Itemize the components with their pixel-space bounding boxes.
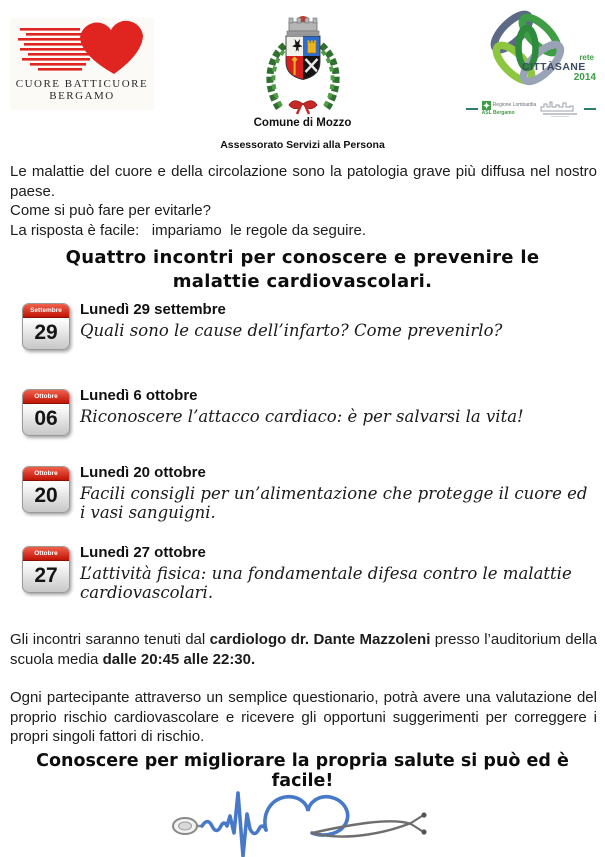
regione-lombardia-icon <box>482 101 491 110</box>
event-description: L’attività fisica: una fondamentale difesa contro le malattie cardiovascolari. <box>80 564 572 602</box>
municipality-title: Comune di Mozzo <box>253 117 352 129</box>
calendar-day: 27 <box>34 564 58 587</box>
skyline-icon <box>540 100 580 112</box>
intro-paragraph-2: Come si può fare per evitarle? <box>10 202 211 219</box>
coat-of-arms-icon <box>258 13 348 116</box>
main-heading: Quattro incontri per conoscere e prevenire le malattie cardiovascolari. <box>65 247 540 292</box>
regione-lombardia-label: Regione Lombardia <box>492 102 537 108</box>
cittasane-label: CITTÀSANE <box>522 61 586 73</box>
calendar-month: Ottobre <box>23 547 69 561</box>
heart-speedlines-icon <box>16 20 148 78</box>
calendar-month: Ottobre <box>23 390 69 404</box>
year-label: 2014 <box>573 71 596 83</box>
speaker-name: cardiologo dr. Dante Mazzoleni <box>209 631 431 648</box>
event-title: Lunedì 6 ottobre <box>80 387 198 404</box>
calendar-day: 29 <box>34 321 58 344</box>
event-description: Quali sono le cause dell’infarto? Come prevenirlo? <box>80 321 503 340</box>
details-paragraph-2: Ogni partecipante attraverso un semplice questionario, potrà avere una valutazione del proprio rischio cardiovascolare e ricevere gli opportuni suggerimenti per correggere i propri singoli fattori di rischio. <box>10 689 597 745</box>
event-time: dalle 20:45 alle 22:30. <box>102 650 256 668</box>
calendar-icon-october-27 <box>22 546 70 593</box>
event-title: Lunedì 29 settembre <box>80 301 226 318</box>
intro-paragraph-3: La risposta è facile: impariamo le regole da seguire. <box>10 221 367 239</box>
consorzio-tiny-text <box>543 113 577 115</box>
details-text-1: Gli incontri saranno tenuti dal <box>10 631 210 648</box>
closing-heading: Conoscere per migliorare la propria salute si può ed è facile! <box>36 751 569 791</box>
divider-dash-right <box>584 108 596 110</box>
consorzio-tiny-text-2 <box>551 116 569 117</box>
calendar-icon-october-20 <box>22 466 70 513</box>
details-paragraph-1 <box>10 630 597 669</box>
intro-section <box>10 162 597 240</box>
event-title: Lunedì 20 ottobre <box>80 464 206 481</box>
calendar-day: 06 <box>34 407 58 430</box>
cuore-logo-text-2: BERGAMO <box>49 90 115 102</box>
consorzio-logo <box>540 100 580 117</box>
event-description: Riconoscere l’attacco cardiaco: è per salvarsi la vita! <box>80 407 524 426</box>
calendar-month: Settembre <box>23 304 69 318</box>
event-row-1 <box>20 301 595 344</box>
cittasane-logo <box>462 6 600 124</box>
department-subtitle: Assessorato Servizi alla Persona <box>220 139 385 151</box>
cittasane-wordmark <box>522 54 600 83</box>
event-row-3 <box>20 464 595 522</box>
event-title: Lunedì 27 ottobre <box>80 544 206 561</box>
event-list <box>20 301 595 601</box>
stethoscope-ecg-heart-icon <box>168 782 438 857</box>
event-row-2 <box>20 387 595 430</box>
divider-dash-left <box>466 108 478 110</box>
cuore-logo-text-1: CUORE BATTICUORE <box>15 78 149 90</box>
partner-logos <box>462 100 600 117</box>
asl-bergamo-label: ASL Bergamo <box>481 110 515 116</box>
calendar-day: 20 <box>34 484 58 507</box>
intro-paragraph-1: Le malattie del cuore e della circolazione sono la patologia grave più diffusa nel nostro paese. <box>10 163 597 200</box>
details-text-2: presso l’auditorium della scuola media <box>10 631 597 668</box>
rete-label: rete <box>579 53 594 62</box>
cuore-batticuore-logo <box>10 18 154 110</box>
comune-di-mozzo-crest <box>258 13 348 116</box>
event-row-4 <box>20 544 595 602</box>
event-description: Facili consigli per un’alimentazione che protegge il cuore ed i vasi sanguigni. <box>80 484 588 522</box>
calendar-icon-september-29 <box>22 303 70 350</box>
regione-lombardia-logo <box>482 101 537 116</box>
stethoscope-heartbeat-graphic <box>168 782 438 857</box>
calendar-month: Ottobre <box>23 467 69 481</box>
calendar-icon-october-6 <box>22 389 70 436</box>
